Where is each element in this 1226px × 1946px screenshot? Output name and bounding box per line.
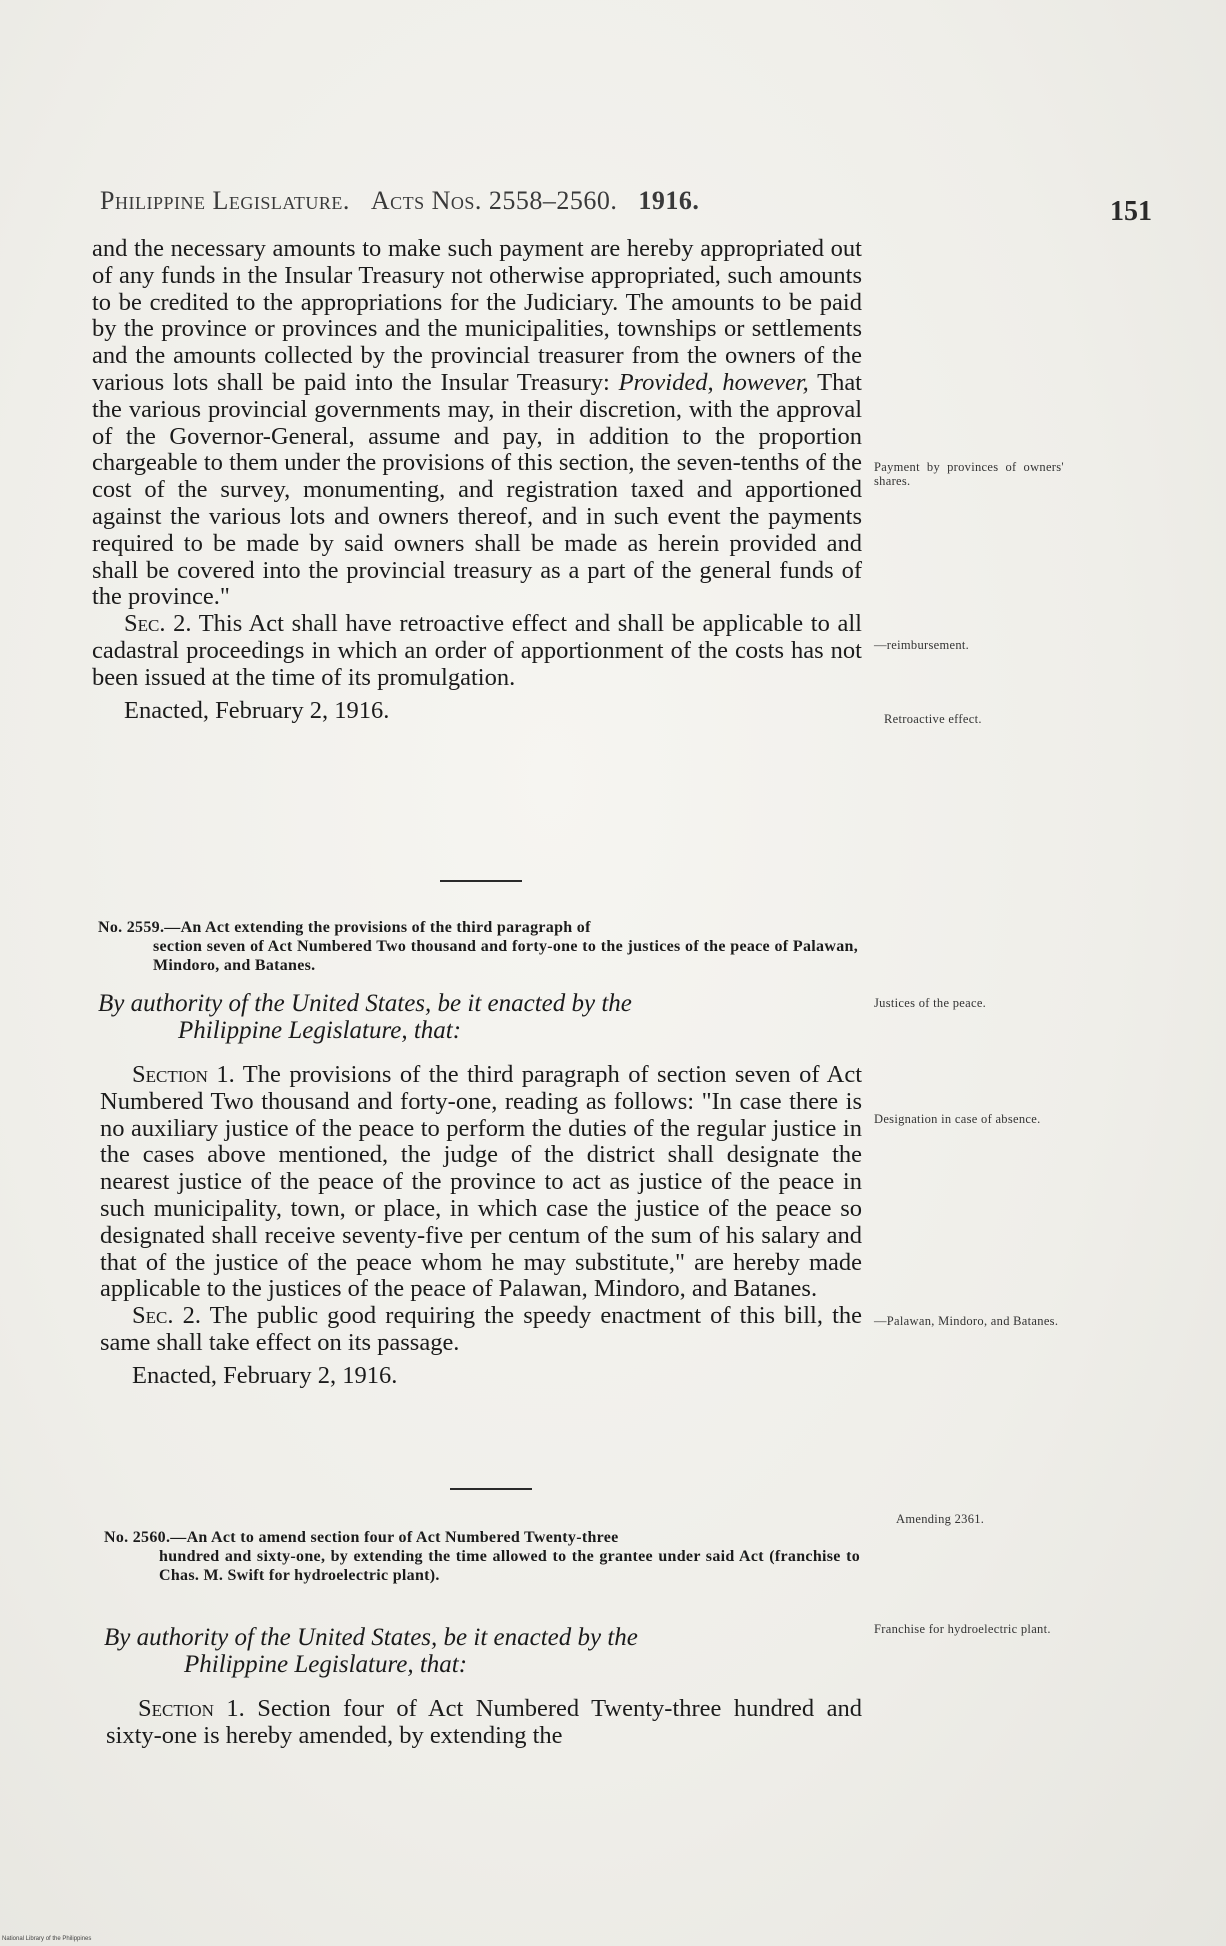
margin-note-justices: Justices of the peace. xyxy=(874,996,987,1010)
margin-note-retroactive: Retroactive effect. xyxy=(884,712,982,726)
act-2559-body xyxy=(100,1062,862,1390)
act-2559-number: No. 2559. xyxy=(98,919,165,936)
act-2559-authority: By authority of the United States, be it enacted by the Philippine Legislature, that: xyxy=(98,990,632,1044)
act-2559-title: No. 2559.—An Act extending the provisions of the third paragraph of section seven of Act Numbered Two thousand and forty-one to the justices of the peace of Palawan, Mindoro, and Batanes. xyxy=(98,919,858,974)
act-2560-sec1: Section 1. Section four of Act Numbered Twenty-three hundred and sixty-one is hereby amended, by extending the xyxy=(106,1695,862,1749)
section-divider xyxy=(450,1488,532,1490)
scan-footer: National Library of the Philippines xyxy=(2,1936,92,1942)
section-divider xyxy=(440,880,522,882)
act-2559-sec1: Section 1. The provisions of the third paragraph of section seven of Act Numbered Two thousand and forty-one, reading as follows: "In case there is no auxiliary justice of the peace to perform the duties of the regular justice in the cases above mentioned, the judge of the district shall designate the nearest justice of the peace of the province to act as justice of the peace in such municipality, town, or place, in which case the justice of the peace so designated shall receive seventy-five per centum of the sum of his salary and that of the justice of the peace whom he may substitute," are hereby made applicable to the justices of the peace of Palawan, Mindoro, and Batanes. xyxy=(100,1061,863,1303)
act-2558-enacted: Enacted, February 2, 1916. xyxy=(124,696,390,724)
margin-note-payment: Payment by provinces of owners' shares. xyxy=(874,460,1064,488)
act-2558-sec2: Sec. 2. This Act shall have retroactive effect and shall be applicable to all cadastral proceedings in which an order of apportionment of the costs has not been issued at the time of its promulgation. xyxy=(92,610,862,691)
header-year: 1916. xyxy=(638,186,700,215)
act-2558-paragraph: and the necessary amounts to make such payment are hereby appropriated out of any funds in the Insular Treasury not otherwise appropriated, such amounts to be credited to the appropriations for the Judiciary. The amounts to be paid by the province or provinces and the municipalities, townships or settlements and the amounts collected by the provincial treasurer from the owners of the various lots shall be paid into the Insular Treasury: Provided, however, That the various provincial governments may, in their discretion, with the approval of the Governor-General, assume and pay, in addition to the proportion chargeable to them under the provisions of this section, the seven-tenths of the cost of the survey, monumenting, and registration taxed and apportioned against the various lots and owners thereof, and in such event the payments required to be made by said owners shall be made as herein provided and shall be covered into the provincial treasury as a part of the general funds of the province." xyxy=(92,235,862,611)
act-2560-body xyxy=(106,1696,862,1750)
margin-note-reimbursement: —reimbursement. xyxy=(874,638,970,652)
margin-note-amending: Amending 2361. xyxy=(896,1512,985,1526)
margin-note-designation: Designation in case of absence. xyxy=(874,1112,1041,1126)
act-2560-number: No. 2560. xyxy=(104,1529,171,1546)
act-2558-section xyxy=(92,236,862,724)
act-2559-enacted: Enacted, February 2, 1916. xyxy=(132,1361,398,1389)
page-number: 151 xyxy=(1110,196,1152,227)
act-2559-sec2: Sec. 2. The public good requiring the speedy enactment of this bill, the same shall take effect on its passage. xyxy=(100,1302,862,1356)
margin-note-palawan: —Palawan, Mindoro, and Batanes. xyxy=(874,1314,1059,1328)
provided-however: Provided, however, xyxy=(618,368,809,396)
act-2560-authority: By authority of the United States, be it enacted by the Philippine Legislature, that: xyxy=(104,1624,638,1678)
margin-note-franchise: Franchise for hydroelectric plant. xyxy=(874,1622,1051,1636)
acts-range: Acts Nos. 2558–2560. xyxy=(370,186,618,215)
act-2560-title: No. 2560.—An Act to amend section four of Act Numbered Twenty-three hundred and sixty-one, by extending the time allowed to the grantee under said Act (franchise to Chas. M. Swift for hydroelectric plant). xyxy=(104,1529,860,1584)
running-title: Philippine Legislature. xyxy=(100,186,350,215)
running-header xyxy=(100,186,860,216)
